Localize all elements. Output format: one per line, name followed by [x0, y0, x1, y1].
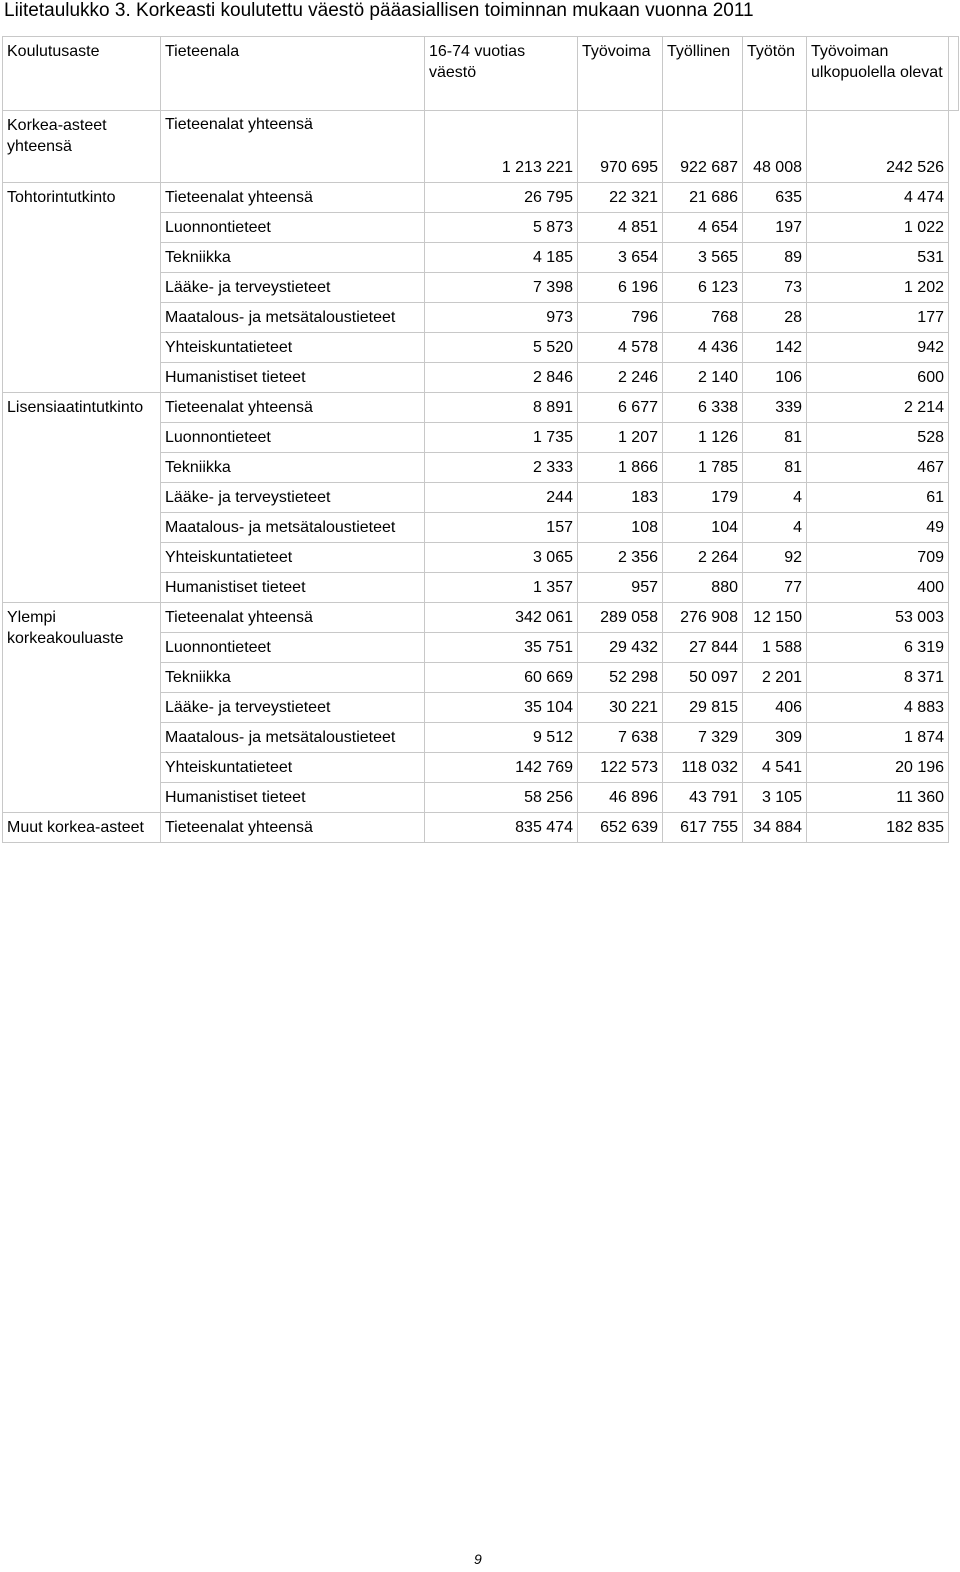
employed-cell: 21 686 [663, 183, 743, 213]
outside-cell: 53 003 [807, 603, 949, 633]
unemployed-cell: 48 008 [743, 111, 807, 183]
spacer-cell [949, 213, 959, 243]
field-cell: Luonnontieteet [161, 633, 425, 663]
population-cell: 157 [425, 513, 578, 543]
spacer-cell [949, 423, 959, 453]
unemployed-cell: 197 [743, 213, 807, 243]
population-cell: 26 795 [425, 183, 578, 213]
labour-force-cell: 122 573 [578, 753, 663, 783]
unemployed-cell: 12 150 [743, 603, 807, 633]
employed-cell: 27 844 [663, 633, 743, 663]
header-spacer [949, 37, 959, 111]
population-cell: 142 769 [425, 753, 578, 783]
labour-force-cell: 957 [578, 573, 663, 603]
header-employed: Työllinen [663, 37, 743, 111]
field-cell: Tieteenalat yhteensä [161, 603, 425, 633]
field-cell: Yhteiskuntatieteet [161, 753, 425, 783]
employed-cell: 768 [663, 303, 743, 333]
employed-cell: 104 [663, 513, 743, 543]
labour-force-cell: 652 639 [578, 813, 663, 843]
level-cell: Korkea-asteet yhteensä [3, 111, 161, 183]
field-cell: Tekniikka [161, 663, 425, 693]
labour-force-cell: 4 851 [578, 213, 663, 243]
labour-force-cell: 3 654 [578, 243, 663, 273]
outside-cell: 1 874 [807, 723, 949, 753]
population-cell: 2 846 [425, 363, 578, 393]
spacer-cell [949, 333, 959, 363]
unemployed-cell: 73 [743, 273, 807, 303]
field-cell: Humanistiset tieteet [161, 573, 425, 603]
spacer-cell [949, 453, 959, 483]
labour-force-cell: 22 321 [578, 183, 663, 213]
field-cell: Maatalous- ja metsätaloustieteet [161, 723, 425, 753]
outside-cell: 20 196 [807, 753, 949, 783]
unemployed-cell: 106 [743, 363, 807, 393]
unemployed-cell: 81 [743, 423, 807, 453]
unemployed-cell: 635 [743, 183, 807, 213]
field-cell: Yhteiskuntatieteet [161, 333, 425, 363]
outside-cell: 2 214 [807, 393, 949, 423]
spacer-cell [949, 513, 959, 543]
field-cell: Humanistiset tieteet [161, 363, 425, 393]
employed-cell: 6 123 [663, 273, 743, 303]
page-number: 9 [474, 1551, 482, 1567]
labour-force-cell: 183 [578, 483, 663, 513]
labour-force-cell: 970 695 [578, 111, 663, 183]
labour-force-cell: 7 638 [578, 723, 663, 753]
spacer-cell [949, 633, 959, 663]
outside-cell: 177 [807, 303, 949, 333]
population-cell: 5 520 [425, 333, 578, 363]
labour-force-cell: 6 196 [578, 273, 663, 303]
unemployed-cell: 28 [743, 303, 807, 333]
field-cell: Tieteenalat yhteensä [161, 393, 425, 423]
field-cell: Tieteenalat yhteensä [161, 111, 425, 183]
table-title: Liitetaulukko 3. Korkeasti koulutettu väestö pääasiallisen toiminnan mukaan vuonna 2011 [4, 0, 754, 21]
labour-force-cell: 108 [578, 513, 663, 543]
table-row [3, 393, 959, 423]
employed-cell: 880 [663, 573, 743, 603]
population-cell: 835 474 [425, 813, 578, 843]
population-cell: 2 333 [425, 453, 578, 483]
spacer-cell [949, 273, 959, 303]
spacer-cell [949, 543, 959, 573]
outside-cell: 4 474 [807, 183, 949, 213]
unemployed-cell: 4 [743, 513, 807, 543]
outside-cell: 528 [807, 423, 949, 453]
header-outside: Työvoiman ulkopuolella olevat [807, 37, 949, 111]
outside-cell: 182 835 [807, 813, 949, 843]
population-cell: 35 751 [425, 633, 578, 663]
employed-cell: 2 264 [663, 543, 743, 573]
population-cell: 1 213 221 [425, 111, 578, 183]
employed-cell: 3 565 [663, 243, 743, 273]
header-field: Tieteenala [161, 37, 425, 111]
spacer-cell [949, 111, 959, 183]
spacer-cell [949, 573, 959, 603]
spacer-cell [949, 693, 959, 723]
outside-cell: 400 [807, 573, 949, 603]
data-table [2, 36, 959, 843]
spacer-cell [949, 753, 959, 783]
unemployed-cell: 4 541 [743, 753, 807, 783]
outside-cell: 242 526 [807, 111, 949, 183]
unemployed-cell: 89 [743, 243, 807, 273]
outside-cell: 61 [807, 483, 949, 513]
outside-cell: 8 371 [807, 663, 949, 693]
unemployed-cell: 406 [743, 693, 807, 723]
employed-cell: 922 687 [663, 111, 743, 183]
spacer-cell [949, 813, 959, 843]
labour-force-cell: 46 896 [578, 783, 663, 813]
table-row [3, 111, 959, 183]
table-row [3, 183, 959, 213]
labour-force-cell: 1 866 [578, 453, 663, 483]
level-cell: Ylempi korkeakouluaste [3, 603, 161, 813]
unemployed-cell: 81 [743, 453, 807, 483]
employed-cell: 1 126 [663, 423, 743, 453]
unemployed-cell: 92 [743, 543, 807, 573]
spacer-cell [949, 393, 959, 423]
spacer-cell [949, 783, 959, 813]
labour-force-cell: 2 246 [578, 363, 663, 393]
labour-force-cell: 6 677 [578, 393, 663, 423]
employed-cell: 43 791 [663, 783, 743, 813]
outside-cell: 1 202 [807, 273, 949, 303]
population-cell: 8 891 [425, 393, 578, 423]
field-cell: Lääke- ja terveystieteet [161, 693, 425, 723]
field-cell: Maatalous- ja metsätaloustieteet [161, 303, 425, 333]
unemployed-cell: 1 588 [743, 633, 807, 663]
outside-cell: 6 319 [807, 633, 949, 663]
population-cell: 60 669 [425, 663, 578, 693]
labour-force-cell: 52 298 [578, 663, 663, 693]
field-cell: Maatalous- ja metsätaloustieteet [161, 513, 425, 543]
population-cell: 58 256 [425, 783, 578, 813]
employed-cell: 2 140 [663, 363, 743, 393]
outside-cell: 600 [807, 363, 949, 393]
field-cell: Luonnontieteet [161, 213, 425, 243]
unemployed-cell: 34 884 [743, 813, 807, 843]
population-cell: 244 [425, 483, 578, 513]
employed-cell: 1 785 [663, 453, 743, 483]
labour-force-cell: 796 [578, 303, 663, 333]
population-cell: 5 873 [425, 213, 578, 243]
level-cell: Lisensiaatintutkinto [3, 393, 161, 603]
unemployed-cell: 2 201 [743, 663, 807, 693]
outside-cell: 531 [807, 243, 949, 273]
header-labour-force: Työvoima [578, 37, 663, 111]
employed-cell: 6 338 [663, 393, 743, 423]
population-cell: 3 065 [425, 543, 578, 573]
labour-force-cell: 4 578 [578, 333, 663, 363]
population-cell: 35 104 [425, 693, 578, 723]
outside-cell: 942 [807, 333, 949, 363]
labour-force-cell: 1 207 [578, 423, 663, 453]
employed-cell: 276 908 [663, 603, 743, 633]
labour-force-cell: 29 432 [578, 633, 663, 663]
table-body [3, 111, 959, 843]
unemployed-cell: 339 [743, 393, 807, 423]
unemployed-cell: 4 [743, 483, 807, 513]
spacer-cell [949, 363, 959, 393]
level-cell: Muut korkea-asteet [3, 813, 161, 843]
header-level: Koulutusaste [3, 37, 161, 111]
employed-cell: 50 097 [663, 663, 743, 693]
employed-cell: 4 654 [663, 213, 743, 243]
spacer-cell [949, 183, 959, 213]
labour-force-cell: 30 221 [578, 693, 663, 723]
employed-cell: 7 329 [663, 723, 743, 753]
employed-cell: 29 815 [663, 693, 743, 723]
outside-cell: 1 022 [807, 213, 949, 243]
outside-cell: 11 360 [807, 783, 949, 813]
spacer-cell [949, 603, 959, 633]
outside-cell: 709 [807, 543, 949, 573]
population-cell: 1 735 [425, 423, 578, 453]
header-population: 16-74 vuotias väestö [425, 37, 578, 111]
spacer-cell [949, 723, 959, 753]
employed-cell: 179 [663, 483, 743, 513]
spacer-cell [949, 663, 959, 693]
population-cell: 9 512 [425, 723, 578, 753]
population-cell: 7 398 [425, 273, 578, 303]
outside-cell: 467 [807, 453, 949, 483]
employed-cell: 617 755 [663, 813, 743, 843]
population-cell: 1 357 [425, 573, 578, 603]
field-cell: Tieteenalat yhteensä [161, 183, 425, 213]
unemployed-cell: 3 105 [743, 783, 807, 813]
table-row [3, 603, 959, 633]
unemployed-cell: 309 [743, 723, 807, 753]
labour-force-cell: 2 356 [578, 543, 663, 573]
employed-cell: 118 032 [663, 753, 743, 783]
outside-cell: 49 [807, 513, 949, 543]
outside-cell: 4 883 [807, 693, 949, 723]
field-cell: Tekniikka [161, 243, 425, 273]
field-cell: Lääke- ja terveystieteet [161, 273, 425, 303]
spacer-cell [949, 483, 959, 513]
field-cell: Tekniikka [161, 453, 425, 483]
field-cell: Lääke- ja terveystieteet [161, 483, 425, 513]
labour-force-cell: 289 058 [578, 603, 663, 633]
field-cell: Luonnontieteet [161, 423, 425, 453]
header-unemployed: Työtön [743, 37, 807, 111]
level-cell: Tohtorintutkinto [3, 183, 161, 393]
population-cell: 342 061 [425, 603, 578, 633]
spacer-cell [949, 303, 959, 333]
unemployed-cell: 142 [743, 333, 807, 363]
field-cell: Humanistiset tieteet [161, 783, 425, 813]
field-cell: Tieteenalat yhteensä [161, 813, 425, 843]
employed-cell: 4 436 [663, 333, 743, 363]
population-cell: 973 [425, 303, 578, 333]
unemployed-cell: 77 [743, 573, 807, 603]
spacer-cell [949, 243, 959, 273]
table-row [3, 813, 959, 843]
field-cell: Yhteiskuntatieteet [161, 543, 425, 573]
population-cell: 4 185 [425, 243, 578, 273]
table-header [3, 37, 959, 111]
